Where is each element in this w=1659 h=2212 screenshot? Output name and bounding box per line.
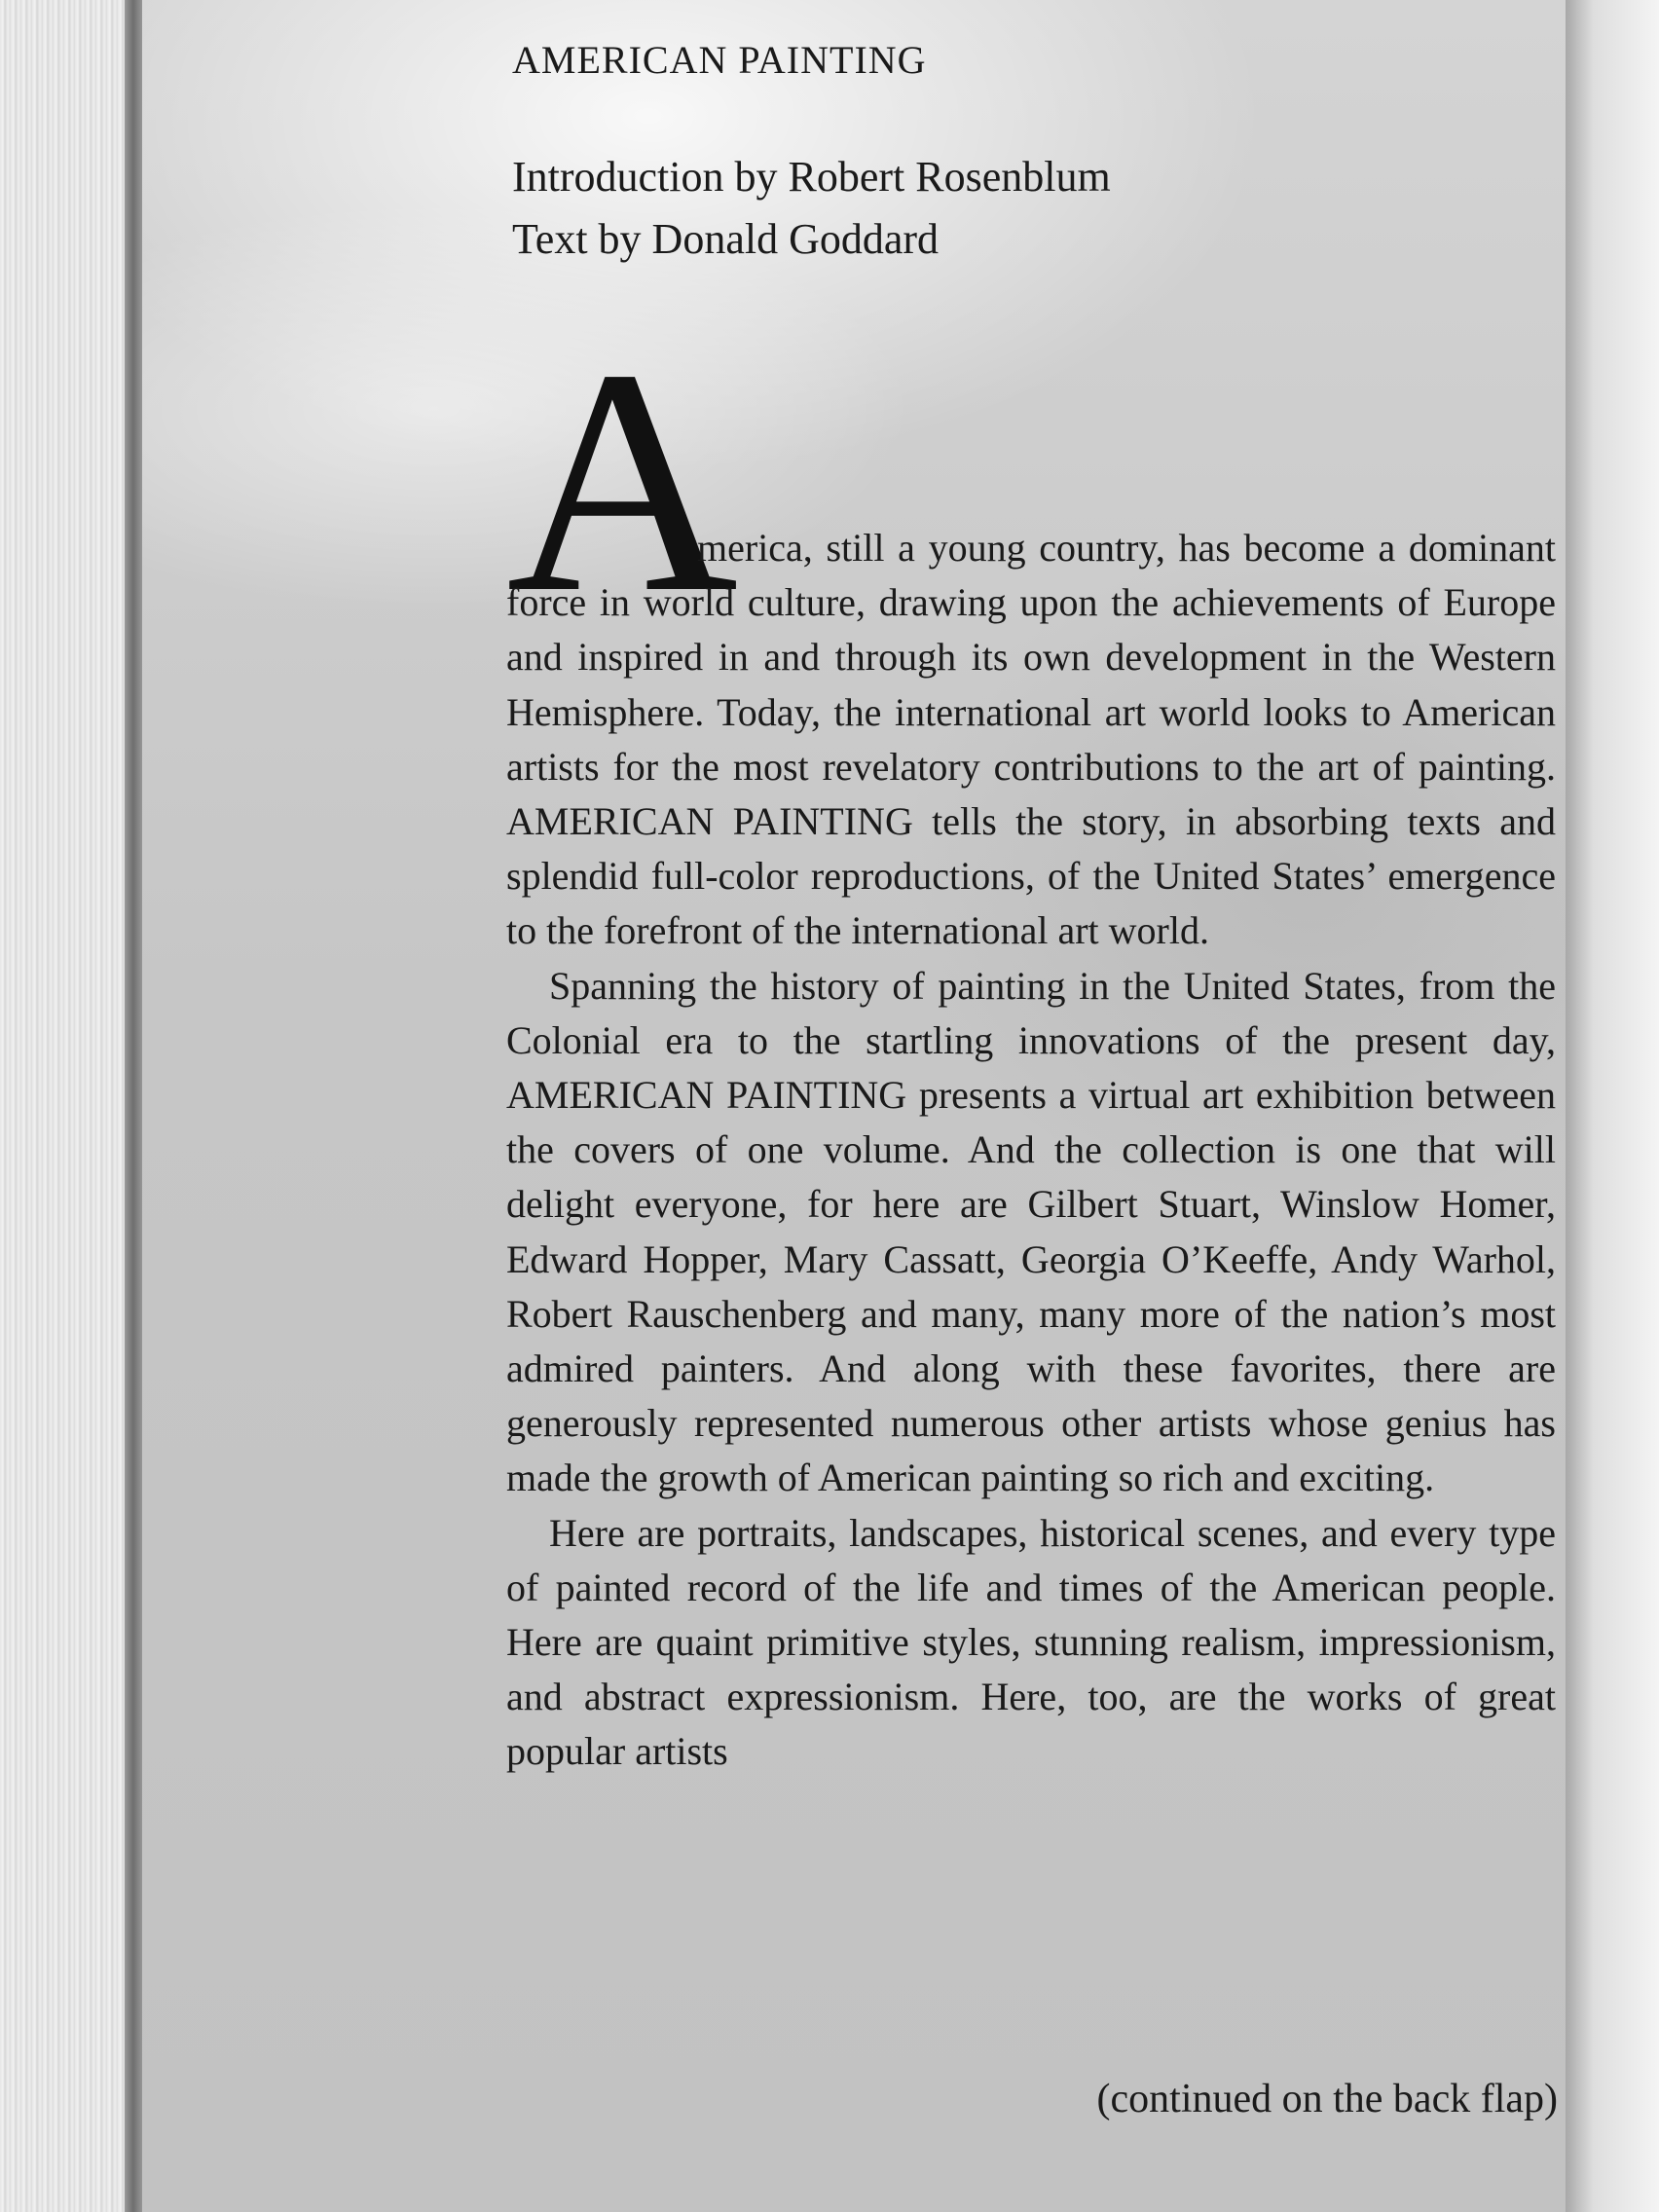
paragraph-1 xyxy=(506,521,1556,959)
paragraph-2: Spanning the history of painting in the United States, from the Colonial era to the startling innovations of the present day, AMERICAN PAINTING presents a virtual art exhibition between the covers of one volume. And the collection is one that will delight everyone, for here are Gilbert Stuart, Winslow Homer, Edward Hopper, Mary Cassatt, Georgia O’Keeffe, Andy Warhol, Robert Rauschenberg and many, many more of the nation’s most admired painters. And along with these favorites, there are generously represented numerous other artists whose genius has made the growth of American painting so rich and exciting. xyxy=(506,963,1556,1500)
paragraph-3: Here are portraits, landscapes, historical scenes, and every type of painted record of the life and times of the American people. Here are quaint primitive styles, stunning realism, impressionism, and abstract expressionism. Here, too, are the works of great popular artists xyxy=(506,1510,1556,1774)
text-credit: Text by Donald Goddard xyxy=(512,215,940,263)
right-page-edge xyxy=(1566,0,1659,2212)
body-text xyxy=(506,521,1556,1780)
continued-note: (continued on the back flap) xyxy=(1096,2077,1558,2121)
book-title: AMERICAN PAINTING xyxy=(512,38,927,82)
drop-cap: A xyxy=(506,304,739,659)
paragraph-1-text: merica, still a young country, has become a dominant force in world culture, drawing upon the achievements of Europe and inspired in and through its own development in the Western Hemisphere. Today, the international art world looks to American artists for the most revelatory contributions to the art of painting. AMERICAN PAINTING tells the story, in absorbing texts and splendid full-color reproductions, of the United States’ emergence to the forefront of the international art world. xyxy=(506,526,1556,953)
page-edges xyxy=(0,0,136,2212)
dust-jacket-flap xyxy=(142,0,1566,2212)
credits xyxy=(512,146,1111,271)
introduction-credit: Introduction by Robert Rosenblum xyxy=(512,153,1111,201)
